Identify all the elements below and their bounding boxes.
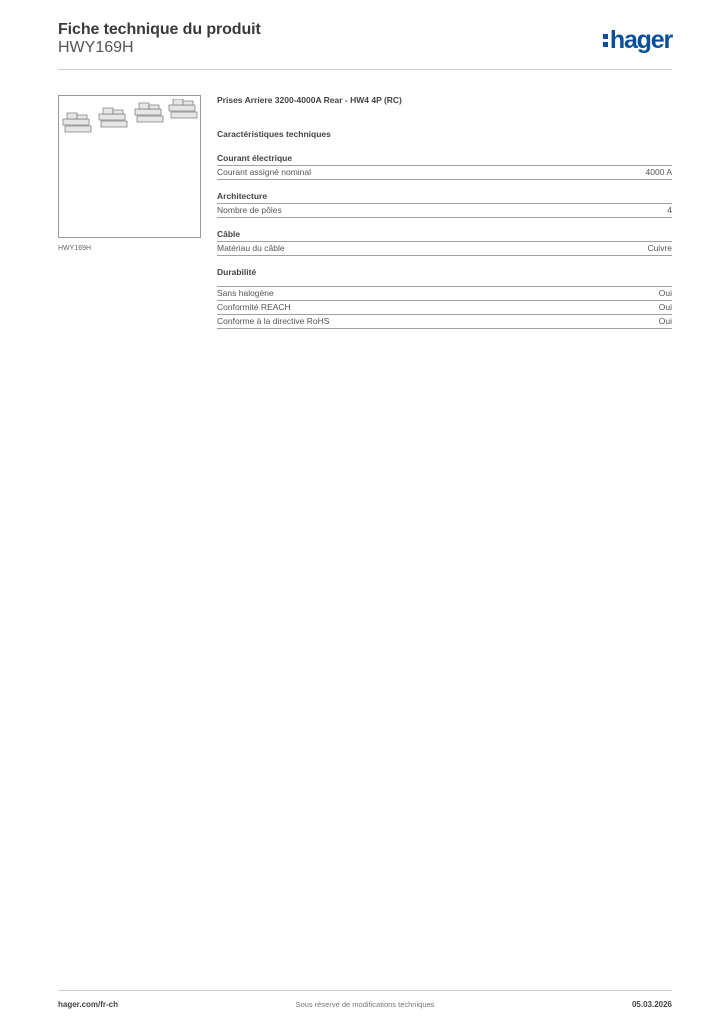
spec-value: Oui bbox=[658, 288, 672, 298]
section-title: Durabilité bbox=[217, 267, 257, 277]
section-title: Courant électrique bbox=[217, 153, 293, 163]
product-reference: HWY169H bbox=[58, 39, 134, 56]
logo-text: hager bbox=[609, 26, 672, 54]
section-architecture bbox=[217, 190, 672, 218]
spec-row bbox=[217, 203, 672, 218]
page-footer bbox=[58, 990, 672, 1015]
product-image bbox=[58, 95, 201, 238]
website-link[interactable]: hager.com/fr-ch bbox=[58, 1000, 119, 1009]
spec-value: Oui bbox=[658, 316, 672, 326]
characteristics-title: Caractéristiques techniques bbox=[217, 129, 331, 139]
spec-label: Conformité REACH bbox=[217, 302, 291, 312]
spec-label: Nombre de pôles bbox=[217, 205, 282, 215]
section-cable bbox=[217, 228, 672, 256]
section-title: Câble bbox=[217, 229, 241, 239]
section-durability bbox=[217, 266, 672, 329]
spec-row bbox=[217, 300, 672, 314]
spec-label: Conforme à la directive RoHS bbox=[217, 316, 330, 326]
spec-row bbox=[217, 241, 672, 256]
spec-label: Courant assigné nominal bbox=[217, 167, 312, 177]
specifications bbox=[217, 95, 672, 339]
page-header bbox=[58, 21, 672, 70]
spec-value: 4 bbox=[667, 205, 672, 215]
spec-row bbox=[217, 286, 672, 300]
section-title: Architecture bbox=[217, 191, 268, 201]
spec-value: Oui bbox=[658, 302, 672, 312]
footer-notice: Sous réserve de modifications techniques bbox=[295, 1000, 435, 1009]
spec-value: 4000 A bbox=[645, 167, 672, 177]
document-title: Fiche technique du produit bbox=[58, 21, 261, 38]
hager-logo bbox=[603, 26, 672, 54]
spec-row bbox=[217, 314, 672, 329]
spec-row bbox=[217, 165, 672, 180]
spec-value: Cuivre bbox=[647, 243, 672, 253]
spec-label: Sans halogène bbox=[217, 288, 274, 298]
rear-terminals-icon bbox=[61, 99, 199, 137]
section-electrical bbox=[217, 152, 672, 180]
document-date: 05.03.2026 bbox=[631, 1000, 672, 1009]
spec-label: Matériau du câble bbox=[217, 243, 285, 253]
image-caption: HWY169H bbox=[58, 245, 92, 252]
product-description: Prises Arriere 3200-4000A Rear - HW4 4P (RC) bbox=[217, 95, 402, 105]
logo-dots-icon bbox=[603, 34, 608, 47]
